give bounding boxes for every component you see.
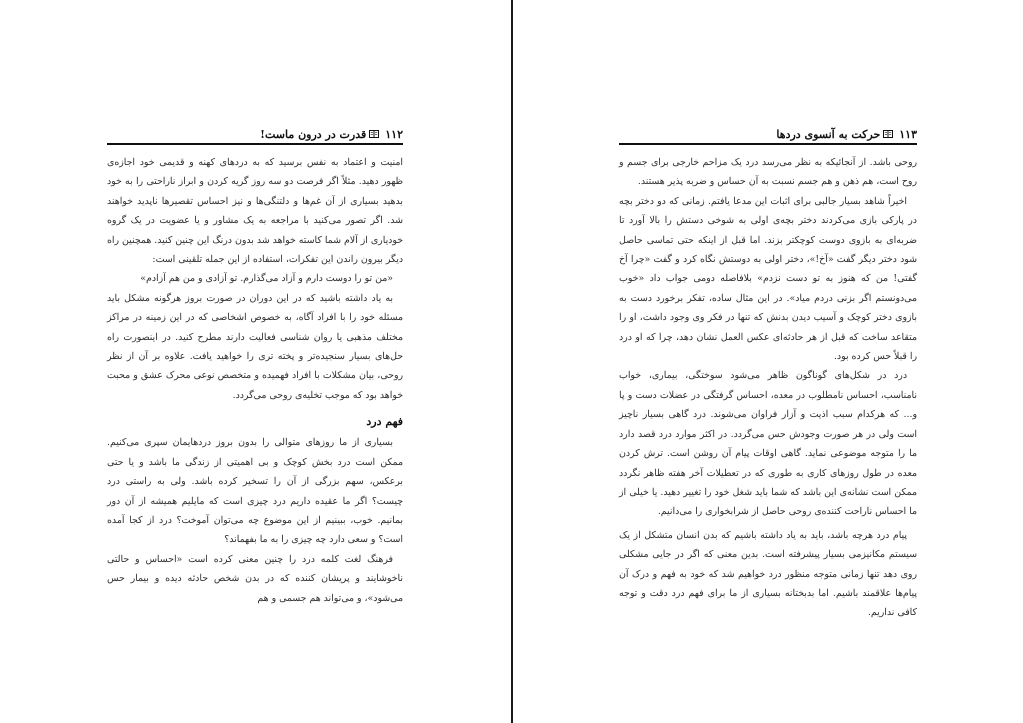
left-page-body (107, 153, 403, 608)
paragraph: فرهنگ لغت کلمه درد را چنین معنی کرده است «احساس و حالتی ناخوشایند و پریشان کننده که در بدن شخص حادثه دیده و بیمار حس می‌شود»، و می‌تواند هم جسمی و هم (107, 553, 403, 604)
paragraph: روحی باشد. از آنجائیکه به نظر می‌رسد درد یک مزاحم خارجی برای جسم و روح است، هم ذهن و هم جسم نسبت به آن حساس و ضربه پذیر هستند. (619, 157, 917, 188)
header-rule (619, 143, 917, 145)
book-icon (369, 130, 379, 138)
chapter-title: قدرت در درون ماست! (260, 127, 367, 141)
header-rule (107, 143, 403, 145)
paragraph: اخیراً شاهد بسیار جالبی برای اثبات این مدعا یافتم. زمانی که دو دختر بچه در پارکی بازی می‌کردند دختر بچه‌ی اولی به شوخی دستش را بالا آورد تا ضربه‌ای به بازوی دوست کوچکتر بزند. اما قبل از اینکه حتی تماسی حاصل شود دختر دیگر گفت «آخ!»، دختر اولی به دوستش نگاه کرد و گفت «چرا آخ گفتی! من که هنوز به تو دست نزدم» بلافاصله دومی جواب داد «خوب می‌دونستم اگر بزنی دردم میاد». در این مثال ساده، تفکر برخورد دست به بازوی دختر کوچک و آسیب دیدن بدنش که تنها در فکر وی وجود داشت، او را متقاعد ساخت که قبل از هر حادثه‌ای عکس العمل نشان دهد، چرا که او درد را قبلاً حس کرده بود. (619, 195, 917, 363)
section-heading: فهم درد (366, 415, 403, 429)
paragraph: به یاد داشته باشید که در این دوران در صورت بروز هرگونه مشکل باید مسئله خود را با افراد آگاه، به خصوص اشخاصی که در این زمینه در مراکز مختلف مذهبی یا روان شناسی فعالیت دارند مطرح کنید. در اینصورت راه حل‌های بسیار سنجیده‌تر و پخته تری را خواهید یافت. علاوه بر آن از نظر روحی، بیان مشکلات با افراد فهمیده و متخصص نوعی محرک عشق و محبت خواهد بود که موجب تخلیه‌ی روحی می‌گردد. (107, 292, 403, 401)
left-page-header (107, 125, 403, 143)
left-page (0, 0, 511, 723)
right-page-body (619, 153, 917, 623)
paragraph: پیام درد هرچه باشد، باید به یاد داشته باشیم که بدن انسان متشکل از یک سیستم مکانیزمی بسیار پیشرفته است. بدین معنی که اگر در جایی مشکلی روی دهد تنها زمانی متوجه منظور درد خواهیم شد که خود به فهم و درک آن پیام‌ها علاقمند باشیم. اما بدبختانه بسیاری از ما برای فهم درد دقت و توجه کافی نداریم. (619, 529, 917, 619)
quote-paragraph: «من تو را دوست دارم و آزاد می‌گذارم. تو آزادی و من هم آزادم» (140, 273, 393, 285)
paragraph: بسیاری از ما روزهای متوالی را بدون بروز دردهایمان سپری می‌کنیم. ممکن است درد بخش کوچک و بی اهمیتی از زندگی ما باشد و یا حتی برعکس، سهم بزرگی از آن را تسخیر کرده باشد. ولی به راستی درد چیست؟ اگر ما عقیده داریم درد چیزی است که مایلیم همیشه از آن دور بمانیم. خوب، ببینیم از این موضوع چه می‌توان آموخت؟ درد از کجا آمده است؟ و سعی دارد چه چیزی را به ما بفهماند؟ (107, 437, 403, 546)
page-number: ۱۱۲ (385, 127, 403, 141)
right-page (513, 0, 1023, 723)
paragraph: امنیت و اعتماد به نفس برسید که به دردهای کهنه و قدیمی خود اجازه‌ی ظهور دهید. مثلاً اگر فرصت دو سه روز گریه کردن و ابراز ناراحتی را به خود بدهید بسیاری از آن غم‌ها و دلتنگی‌ها و نیز احساس تقصیرها ناپدید خواهند شد. اگر تصور می‌کنید با مراجعه به یک مشاور و یا عضویت در یک گروه خودیاری از آلام شما کاسته خواهد شد بدون درنگ این چنین کنید. همچنین راه دیگر بیرون راندن این تفکرات، استفاده از این جمله تلقینی است: (107, 157, 403, 266)
book-icon (883, 130, 893, 138)
page-number: ۱۱۳ (899, 127, 917, 141)
paragraph: درد در شکل‌های گوناگون ظاهر می‌شود سوختگی، بیماری، خواب نامناسب، احساس نامطلوب در معده، احساس گرفتگی در عضلات دست و پا و... که هرکدام سبب اذیت و آزار فراوان می‌شوند. درد گاهی بسیار ناچیز است ولی در هر صورت وجودش حس می‌گردد. در اکثر موارد درد قصد دارد ما را متوجه موضوعی نماید. گاهی اوقات پیام آن روشن است. ترش کردن معده در طول روزهای کاری به طوری که در تعطیلات آخر هفته ظاهر نگردد ممکن است نشانه‌ی این باشد که شما باید شغل خود را تغییر دهید. یا خیلی از ما احساس ناراحت کننده‌ی روحی حاصل از شرابخواری را می‌دانیم. (619, 370, 917, 518)
right-page-header (619, 125, 917, 143)
chapter-title: حرکت به آنسوی دردها (776, 127, 881, 141)
